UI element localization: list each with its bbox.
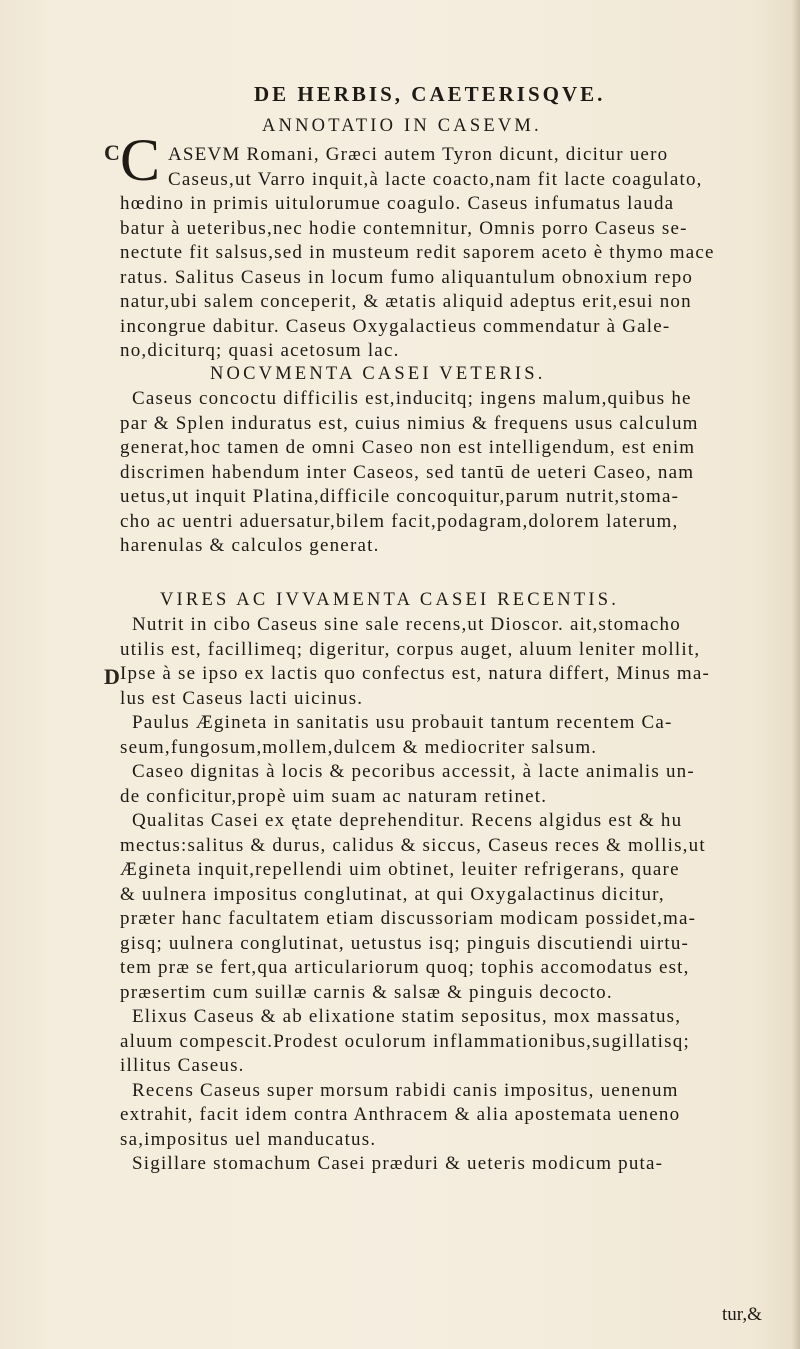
text-line: Nutrit in cibo Caseus sine sale recens,ut Dioscor. ait,stomacho: [132, 614, 681, 635]
text-line: cho ac uentri aduersatur,bilem facit,podagram,dolorem laterum,: [120, 510, 679, 532]
text-line: Paulus Æginetа in sanitatis usu probauit tantum recentem Ca-: [132, 712, 673, 733]
text-line: extrahit, facit idem contra Anthracem & alia apostemata ueneno: [120, 1104, 681, 1125]
text-line: Caseus concoctu difficilis est,inducitq; ingens malum,quibus he: [132, 388, 692, 409]
drop-cap: C: [120, 127, 161, 193]
text-line: batur à ueteribus,nec hodie contemnitur, Omnis porro Caseus se-: [120, 217, 688, 239]
text-line: lus est Caseus lacti uicinus.: [120, 687, 364, 709]
text-line: præsertim cum suillæ carnis & salsæ & pinguis decocto.: [120, 981, 613, 1003]
text-line: nectute fit salsus,sed in musteum redit saporem aceto è thymo mace: [120, 242, 715, 263]
text-line: tem præ se fert,qua articulariorum quoq; tophis accomodatus est,: [120, 957, 690, 978]
section-heading-vires: VIRES AC IVVAMENTA CASEI RECENTIS.: [160, 590, 620, 610]
margin-letter-d: D: [104, 664, 120, 689]
text-line: gisq; uulnera conglutinat, uetustus isq; pinguis discutiendi uirtu-: [120, 932, 690, 954]
text-line: ratus. Salitus Caseus in locum fumo aliquantulum obnoxium repo: [120, 266, 694, 288]
text-line: illitus Caseus.: [120, 1055, 245, 1076]
section-heading-annotatio: ANNOTATIO IN CASEVM.: [262, 116, 542, 136]
margin-letter-c: C: [104, 140, 120, 165]
text-line: de conficitur,propè uim suam ac naturam retinet.: [120, 785, 548, 807]
catchword: tur,&: [722, 1304, 762, 1325]
text-line: uetus,ut inquit Platina,difficile concoquitur,parum nutrit,stoma-: [120, 486, 680, 507]
text-line: no,diciturq; quasi acetosum lac.: [120, 340, 400, 361]
text-line: Caseo dignitas à locis & pecoribus accessit, à lacte animalis un-: [132, 761, 695, 782]
text-line: ASEVM Romani, Græci autem Tyron dicunt, dicitur uero: [168, 144, 669, 165]
text-line: harenulas & calculos generat.: [120, 535, 380, 556]
text-line: sa,impositus uel manducatus.: [120, 1128, 377, 1150]
text-line: mectus:salitus & durus, calidus & siccus, Caseus reces & mollis,ut: [120, 834, 706, 856]
running-head: DE HERBIS, CAETERISQVE.: [254, 82, 606, 106]
text-line: par & Splen induratus est, cuius nimius & frequens usus calculum: [120, 412, 699, 434]
text-line: Recens Caseus super morsum rabidi canis impositus, uenenum: [132, 1079, 679, 1101]
text-line: generat,hoc tamen de omni Caseo non est intelligendum, est enim: [120, 437, 696, 458]
text-line: Ipse à se ipso ex lactis quo confectus est, natura differt, Minus ma-: [120, 663, 711, 684]
text-line: seum,fungosum,mollem,dulcem & mediocriter salsum.: [120, 736, 598, 758]
text-line: Caseus,ut Varro inquit,à lacte coacto,nam fit lacte coagulato,: [168, 168, 703, 190]
text-line: præter hanc facultatem etiam discussoriam modicam possidet,ma-: [120, 908, 697, 929]
text-line: Sigillare stomachum Casei præduri & ueteris modicum puta-: [132, 1153, 664, 1174]
text-line: discrimen habendum inter Caseos, sed tantū de ueteri Caseo, nam: [120, 461, 695, 483]
text-line: Elixus Caseus & ab elixatione statim sepositus, mox massatus,: [132, 1006, 682, 1027]
text-line: natur,ubi salem conceperit, & ætatis aliquid adeptus erit,esui non: [120, 291, 692, 312]
page-edge-shadow: [792, 0, 800, 1349]
text-line: & uulnera impositus conglutinat, at qui Oxygalactinus dicitur,: [120, 883, 665, 905]
text-line: Qualitas Casei ex ętate deprehenditur. Recens algidus est & hu: [132, 810, 683, 831]
text-line: utilis est, facillimeq; digeritur, corpus auget, aluum leniter mollit,: [120, 638, 701, 660]
text-line: aluum compescit.Prodest oculorum inflammationibus,sugillatisq;: [120, 1030, 690, 1052]
text-line: Æginetа inquit,repellendi uim obtinet, leuiter refrigerans, quare: [120, 859, 680, 880]
text-line: incongrue dabitur. Caseus Oxygalactieus commendatur à Gale-: [120, 315, 671, 337]
section-heading-nocumenta: NOCVMENTA CASEI VETERIS.: [210, 364, 546, 384]
text-line: hœdino in primis uitulorumue coagulo. Caseus infumatus lauda: [120, 193, 675, 214]
